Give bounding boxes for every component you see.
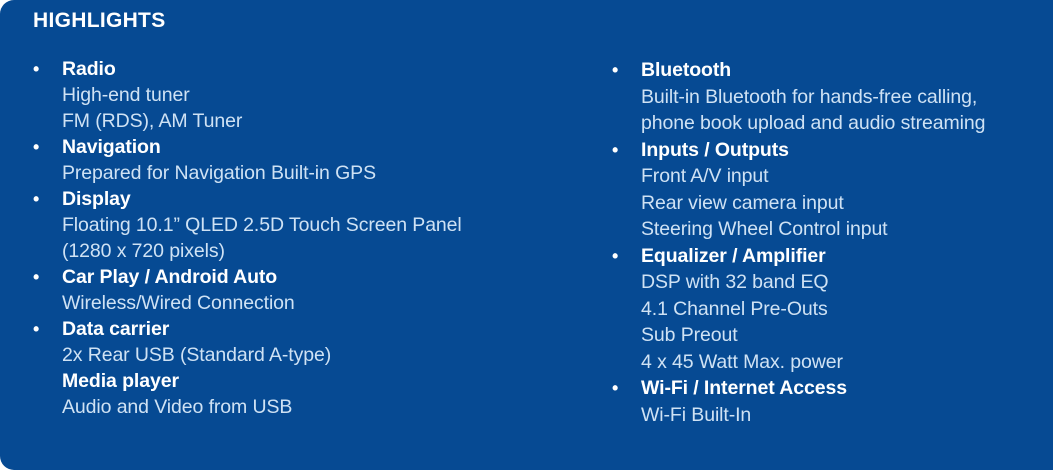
spec-text: Sub Preout	[641, 324, 738, 346]
spec-heading-line	[579, 57, 1053, 84]
spec-detail-line	[0, 212, 570, 238]
spec-text: Car Play / Android Auto	[62, 266, 278, 288]
spec-text: Wi-Fi / Internet Access	[641, 377, 847, 399]
bullet-icon: •	[33, 137, 40, 157]
spec-heading-line	[579, 243, 1053, 270]
spec-heading-line	[579, 137, 1053, 164]
spec-text: Steering Wheel Control input	[641, 218, 888, 240]
spec-detail-line	[579, 163, 1053, 190]
spec-text: Radio	[62, 58, 116, 80]
spec-text: Equalizer / Amplifier	[641, 244, 826, 267]
spec-detail-line	[0, 108, 570, 134]
bullet-icon: •	[612, 378, 619, 398]
spec-text: Bluetooth	[641, 59, 732, 81]
spec-text: 4 x 45 Watt Max. power	[641, 350, 843, 373]
spec-text: Media player	[62, 370, 179, 392]
bullet-icon: •	[33, 319, 40, 339]
bullet-icon: •	[612, 139, 619, 160]
spec-text: Display	[62, 188, 131, 210]
spec-detail-line	[579, 216, 1053, 243]
spec-detail-line	[579, 349, 1053, 376]
spec-text: (1280 x 720 pixels)	[62, 240, 225, 262]
spec-detail-line	[579, 402, 1053, 429]
spec-heading-line	[0, 186, 570, 212]
spec-text: Audio and Video from USB	[62, 396, 293, 418]
spec-text: DSP with 32 band EQ	[641, 271, 829, 293]
spec-detail-line	[579, 84, 1053, 111]
spec-heading-line	[0, 264, 570, 290]
spec-heading-line	[0, 316, 570, 342]
spec-detail-line	[0, 82, 570, 108]
bullet-icon: •	[33, 189, 40, 209]
right-column	[579, 57, 1053, 428]
spec-detail-line	[0, 160, 570, 186]
spec-text: High-end tuner	[62, 84, 190, 106]
spec-text: Data carrier	[62, 318, 170, 340]
left-column	[0, 56, 570, 420]
spec-text: phone book upload and audio streaming	[641, 112, 986, 134]
spec-text: Front A/V input	[641, 165, 769, 187]
spec-heading-line	[0, 368, 570, 394]
spec-text: Wi-Fi Built-In	[641, 403, 752, 426]
spec-detail-line	[579, 190, 1053, 217]
spec-text: Wireless/Wired Connection	[62, 292, 295, 314]
bullet-icon: •	[33, 267, 40, 287]
spec-text: Prepared for Navigation Built-in GPS	[62, 162, 376, 184]
spec-detail-line	[0, 290, 570, 316]
spec-heading-line	[0, 134, 570, 160]
spec-text: Built-in Bluetooth for hands-free calling,	[641, 85, 978, 108]
spec-text: Inputs / Outputs	[641, 138, 789, 161]
spec-text: 2x Rear USB (Standard A-type)	[62, 344, 332, 366]
spec-detail-line	[0, 342, 570, 368]
spec-detail-line	[579, 322, 1053, 349]
bullet-icon: •	[612, 245, 619, 266]
spec-text: FM (RDS), AM Tuner	[62, 110, 243, 132]
spec-text: Rear view camera input	[641, 191, 844, 214]
page-title: HIGHLIGHTS	[33, 9, 166, 32]
bullet-icon: •	[33, 59, 40, 79]
spec-heading-line	[579, 375, 1053, 402]
spec-detail-line	[0, 238, 570, 264]
bullet-icon: •	[612, 60, 619, 80]
spec-detail-line	[579, 296, 1053, 323]
spec-text: 4.1 Channel Pre-Outs	[641, 297, 828, 320]
spec-heading-line	[0, 56, 570, 82]
spec-text: Navigation	[62, 136, 161, 158]
spec-detail-line	[0, 394, 570, 420]
spec-detail-line	[579, 269, 1053, 296]
spec-text: Floating 10.1” QLED 2.5D Touch Screen Panel	[62, 214, 462, 236]
spec-detail-line	[579, 110, 1053, 137]
